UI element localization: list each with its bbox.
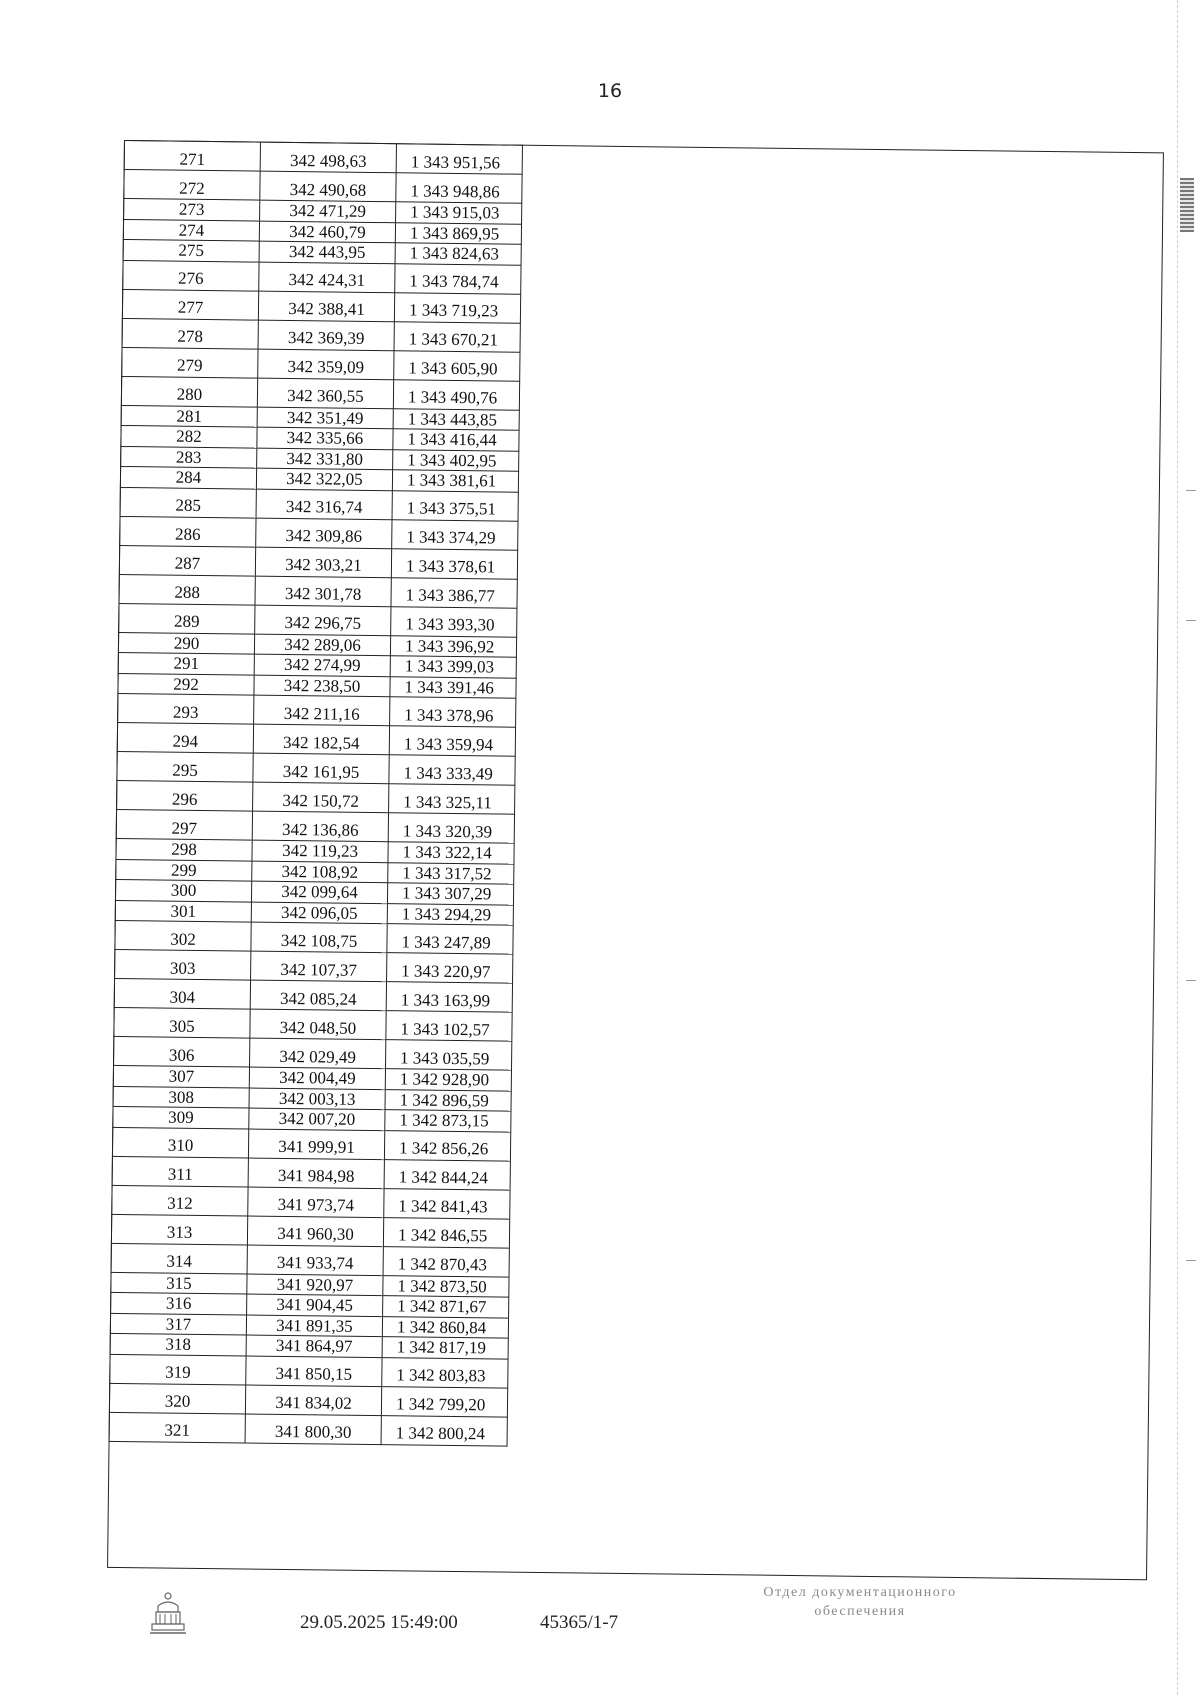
x-coordinate-cell: 342 460,79 — [259, 221, 395, 243]
table-row — [112, 1185, 510, 1219]
department-stamp-line1: Отдел документационного — [763, 1585, 957, 1600]
y-coordinate-cell: 1 342 841,43 — [384, 1188, 510, 1218]
y-coordinate-cell: 1 343 824,63 — [395, 243, 521, 265]
y-coordinate-cell: 1 343 670,21 — [394, 321, 520, 351]
y-coordinate-cell: 1 343 163,99 — [386, 982, 512, 1012]
x-coordinate-cell: 342 335,66 — [257, 427, 393, 449]
x-coordinate-cell: 342 301,78 — [255, 576, 391, 607]
table-row — [110, 1354, 508, 1388]
point-number-cell: 273 — [124, 199, 260, 221]
point-number-cell: 299 — [116, 859, 252, 881]
point-number-cell: 312 — [112, 1185, 248, 1216]
table-row — [114, 1007, 512, 1041]
point-number-cell: 278 — [122, 318, 258, 349]
footer-doc-number: 45365/1-7 — [540, 1612, 619, 1633]
point-number-cell: 293 — [118, 693, 254, 724]
scan-tick — [1186, 980, 1196, 981]
y-coordinate-cell: 1 343 915,03 — [396, 202, 522, 224]
x-coordinate-cell: 342 303,21 — [255, 547, 391, 578]
x-coordinate-cell: 341 920,97 — [247, 1274, 383, 1296]
point-number-cell: 306 — [114, 1036, 250, 1067]
y-coordinate-cell: 1 342 896,59 — [385, 1089, 511, 1111]
table-row — [114, 1036, 512, 1070]
point-number-cell: 275 — [123, 239, 259, 261]
table-row — [111, 1243, 509, 1277]
y-coordinate-cell: 1 343 396,92 — [390, 635, 516, 657]
point-number-cell: 313 — [111, 1214, 247, 1245]
y-coordinate-cell: 1 343 294,29 — [387, 903, 513, 925]
x-coordinate-cell: 342 490,68 — [260, 171, 396, 202]
x-coordinate-cell: 342 471,29 — [260, 200, 396, 222]
y-coordinate-cell: 1 343 869,95 — [395, 222, 521, 244]
x-coordinate-cell: 341 891,35 — [246, 1315, 382, 1337]
y-coordinate-cell: 1 342 873,50 — [383, 1275, 509, 1297]
x-coordinate-cell: 342 048,50 — [250, 1009, 386, 1040]
x-coordinate-cell: 342 331,80 — [257, 448, 393, 470]
table-row — [121, 376, 519, 410]
y-coordinate-cell: 1 343 399,03 — [390, 656, 516, 678]
department-stamp — [700, 1583, 1020, 1621]
y-coordinate-cell: 1 343 325,11 — [389, 784, 515, 814]
coordinates-grid — [109, 140, 523, 1446]
scan-tick — [1186, 1260, 1196, 1261]
table-row — [115, 920, 513, 954]
point-number-cell: 303 — [115, 949, 251, 980]
scan-edge — [1177, 0, 1200, 1695]
table-row — [115, 949, 513, 983]
table-row — [122, 347, 520, 381]
point-number-cell: 291 — [118, 652, 254, 674]
x-coordinate-cell: 342 309,86 — [256, 518, 392, 549]
x-coordinate-cell: 342 099,64 — [251, 881, 387, 903]
x-coordinate-cell: 341 800,30 — [245, 1414, 381, 1445]
y-coordinate-cell: 1 343 307,29 — [387, 883, 513, 905]
point-number-cell: 296 — [117, 780, 253, 811]
x-coordinate-cell: 341 850,15 — [246, 1356, 382, 1387]
x-coordinate-cell: 342 424,31 — [259, 262, 395, 293]
x-coordinate-cell: 341 960,30 — [247, 1216, 383, 1247]
point-number-cell: 284 — [120, 466, 256, 488]
x-coordinate-cell: 342 388,41 — [258, 291, 394, 322]
table-row — [109, 1383, 507, 1417]
table-row — [109, 1412, 507, 1446]
table-row — [124, 141, 522, 175]
y-coordinate-cell: 1 343 247,89 — [387, 924, 513, 954]
point-number-cell: 274 — [123, 219, 259, 241]
table-row — [112, 1127, 510, 1161]
point-number-cell: 282 — [121, 425, 257, 447]
y-coordinate-cell: 1 342 870,43 — [383, 1246, 509, 1276]
x-coordinate-cell: 342 359,09 — [258, 349, 394, 380]
y-coordinate-cell: 1 343 443,85 — [393, 408, 519, 430]
table-row — [117, 780, 515, 814]
point-number-cell: 292 — [118, 673, 254, 695]
x-coordinate-cell: 342 182,54 — [253, 724, 389, 755]
x-coordinate-cell: 342 289,06 — [254, 634, 390, 656]
y-coordinate-cell: 1 343 416,44 — [393, 429, 519, 451]
y-coordinate-cell: 1 343 784,74 — [395, 263, 521, 293]
y-coordinate-cell: 1 342 803,83 — [382, 1357, 508, 1387]
scan-tick — [1186, 620, 1196, 621]
x-coordinate-cell: 342 085,24 — [250, 980, 386, 1011]
point-number-cell: 320 — [109, 1383, 245, 1414]
y-coordinate-cell: 1 342 873,15 — [385, 1110, 511, 1132]
x-coordinate-cell: 342 096,05 — [251, 902, 387, 924]
x-coordinate-cell: 341 933,74 — [247, 1245, 383, 1276]
y-coordinate-cell: 1 342 844,24 — [384, 1159, 510, 1189]
table-row — [122, 318, 520, 352]
y-coordinate-cell: 1 343 391,46 — [390, 676, 516, 698]
y-coordinate-cell: 1 343 719,23 — [394, 292, 520, 322]
y-coordinate-cell: 1 343 035,59 — [385, 1040, 511, 1070]
y-coordinate-cell: 1 343 402,95 — [393, 449, 519, 471]
x-coordinate-cell: 342 029,49 — [250, 1038, 386, 1069]
point-number-cell: 290 — [118, 632, 254, 654]
y-coordinate-cell: 1 343 378,61 — [391, 548, 517, 578]
x-coordinate-cell: 342 322,05 — [256, 468, 392, 490]
y-coordinate-cell: 1 342 800,24 — [381, 1415, 507, 1445]
point-number-cell: 302 — [115, 920, 251, 951]
point-number-cell: 305 — [114, 1007, 250, 1038]
y-coordinate-cell: 1 342 928,90 — [385, 1069, 511, 1091]
point-number-cell: 294 — [117, 722, 253, 753]
point-number-cell: 304 — [114, 978, 250, 1009]
point-number-cell: 316 — [111, 1292, 247, 1314]
y-coordinate-cell: 1 343 102,57 — [386, 1011, 512, 1041]
table-row — [117, 722, 515, 756]
table-row — [119, 603, 517, 637]
point-number-cell: 307 — [113, 1065, 249, 1087]
table-row — [116, 809, 514, 843]
table-row — [111, 1214, 509, 1248]
point-number-cell: 308 — [113, 1086, 249, 1108]
y-coordinate-cell: 1 343 317,52 — [388, 862, 514, 884]
y-coordinate-cell: 1 343 393,30 — [391, 606, 517, 636]
table-row — [118, 693, 516, 727]
x-coordinate-cell: 342 108,75 — [251, 922, 387, 953]
x-coordinate-cell: 342 238,50 — [254, 675, 390, 697]
point-number-cell: 286 — [120, 516, 256, 547]
y-coordinate-cell: 1 343 490,76 — [393, 379, 519, 409]
point-number-cell: 310 — [112, 1127, 248, 1158]
y-coordinate-cell: 1 343 381,61 — [392, 470, 518, 492]
point-number-cell: 311 — [112, 1156, 248, 1187]
table-row — [124, 170, 522, 204]
y-coordinate-cell: 1 343 220,97 — [387, 953, 513, 983]
x-coordinate-cell: 341 864,97 — [246, 1335, 382, 1357]
department-stamp-line2: обеспечения — [814, 1604, 906, 1619]
y-coordinate-cell: 1 343 322,14 — [388, 842, 514, 864]
y-coordinate-cell: 1 343 948,86 — [396, 173, 522, 203]
point-number-cell: 272 — [124, 170, 260, 201]
point-number-cell: 277 — [122, 289, 258, 320]
point-number-cell: 309 — [113, 1106, 249, 1128]
x-coordinate-cell: 342 296,75 — [255, 605, 391, 636]
x-coordinate-cell: 342 498,63 — [260, 142, 396, 173]
table-row — [122, 289, 520, 323]
table-row — [117, 751, 515, 785]
x-coordinate-cell: 342 150,72 — [253, 782, 389, 813]
x-coordinate-cell: 342 274,99 — [254, 654, 390, 676]
point-number-cell: 285 — [120, 487, 256, 518]
point-number-cell: 318 — [110, 1333, 246, 1355]
y-coordinate-cell: 1 342 817,19 — [382, 1337, 508, 1359]
y-coordinate-cell: 1 343 359,94 — [389, 726, 515, 756]
y-coordinate-cell: 1 342 799,20 — [381, 1386, 507, 1416]
x-coordinate-cell: 341 904,45 — [247, 1294, 383, 1316]
y-coordinate-cell: 1 343 605,90 — [394, 350, 520, 380]
x-coordinate-cell: 342 136,86 — [252, 811, 388, 842]
y-coordinate-cell: 1 342 846,55 — [383, 1217, 509, 1247]
y-coordinate-cell: 1 343 320,39 — [388, 813, 514, 843]
y-coordinate-cell: 1 343 374,29 — [392, 519, 518, 549]
coat-of-arms-emblem-icon — [146, 1590, 190, 1636]
x-coordinate-cell: 342 119,23 — [252, 840, 388, 862]
point-number-cell: 279 — [122, 347, 258, 378]
x-coordinate-cell: 341 984,98 — [248, 1158, 384, 1189]
table-row — [120, 487, 518, 521]
x-coordinate-cell: 342 316,74 — [256, 489, 392, 520]
x-coordinate-cell: 342 007,20 — [249, 1108, 385, 1130]
point-number-cell: 298 — [116, 838, 252, 860]
point-number-cell: 289 — [119, 603, 255, 634]
y-coordinate-cell: 1 343 378,96 — [390, 697, 516, 727]
point-number-cell: 297 — [116, 809, 252, 840]
scan-tick — [1186, 490, 1196, 491]
point-number-cell: 315 — [111, 1272, 247, 1294]
point-number-cell: 283 — [121, 446, 257, 468]
x-coordinate-cell: 342 108,92 — [252, 861, 388, 883]
table-row — [114, 978, 512, 1012]
y-coordinate-cell: 1 342 860,84 — [382, 1316, 508, 1338]
y-coordinate-cell: 1 343 951,56 — [396, 144, 522, 174]
table-row — [119, 574, 517, 608]
point-number-cell: 281 — [121, 405, 257, 427]
point-number-cell: 280 — [121, 376, 257, 407]
footer-date: 29.05.2025 15:49:00 — [300, 1612, 458, 1633]
x-coordinate-cell: 341 834,02 — [245, 1385, 381, 1416]
x-coordinate-cell: 342 107,37 — [251, 951, 387, 982]
x-coordinate-cell: 342 161,95 — [253, 753, 389, 784]
page-number: 16 — [597, 80, 623, 102]
point-number-cell: 301 — [115, 900, 251, 922]
x-coordinate-cell: 342 004,49 — [249, 1067, 385, 1089]
point-number-cell: 319 — [110, 1354, 246, 1385]
point-number-cell: 276 — [123, 260, 259, 291]
point-number-cell: 287 — [119, 545, 255, 576]
point-number-cell: 295 — [117, 751, 253, 782]
table-row — [123, 260, 521, 294]
y-coordinate-cell: 1 343 386,77 — [391, 577, 517, 607]
point-number-cell: 314 — [111, 1243, 247, 1274]
x-coordinate-cell: 342 351,49 — [257, 407, 393, 429]
point-number-cell: 288 — [119, 574, 255, 605]
x-coordinate-cell: 342 369,39 — [258, 320, 394, 351]
x-coordinate-cell: 342 360,55 — [257, 378, 393, 409]
y-coordinate-cell: 1 343 375,51 — [392, 490, 518, 520]
coordinates-table — [107, 140, 1164, 1580]
y-coordinate-cell: 1 342 871,67 — [383, 1296, 509, 1318]
table-row — [119, 545, 517, 579]
x-coordinate-cell: 342 003,13 — [249, 1088, 385, 1110]
point-number-cell: 300 — [115, 879, 251, 901]
x-coordinate-cell: 341 999,91 — [248, 1129, 384, 1160]
point-number-cell: 271 — [124, 141, 260, 172]
table-row — [112, 1156, 510, 1190]
table-row — [120, 516, 518, 550]
x-coordinate-cell: 341 973,74 — [248, 1187, 384, 1218]
point-number-cell: 317 — [110, 1313, 246, 1335]
x-coordinate-cell: 342 211,16 — [254, 695, 390, 726]
point-number-cell: 321 — [109, 1412, 245, 1443]
y-coordinate-cell: 1 343 333,49 — [389, 755, 515, 785]
scan-marker — [1180, 178, 1194, 232]
x-coordinate-cell: 342 443,95 — [259, 241, 395, 263]
y-coordinate-cell: 1 342 856,26 — [384, 1130, 510, 1160]
